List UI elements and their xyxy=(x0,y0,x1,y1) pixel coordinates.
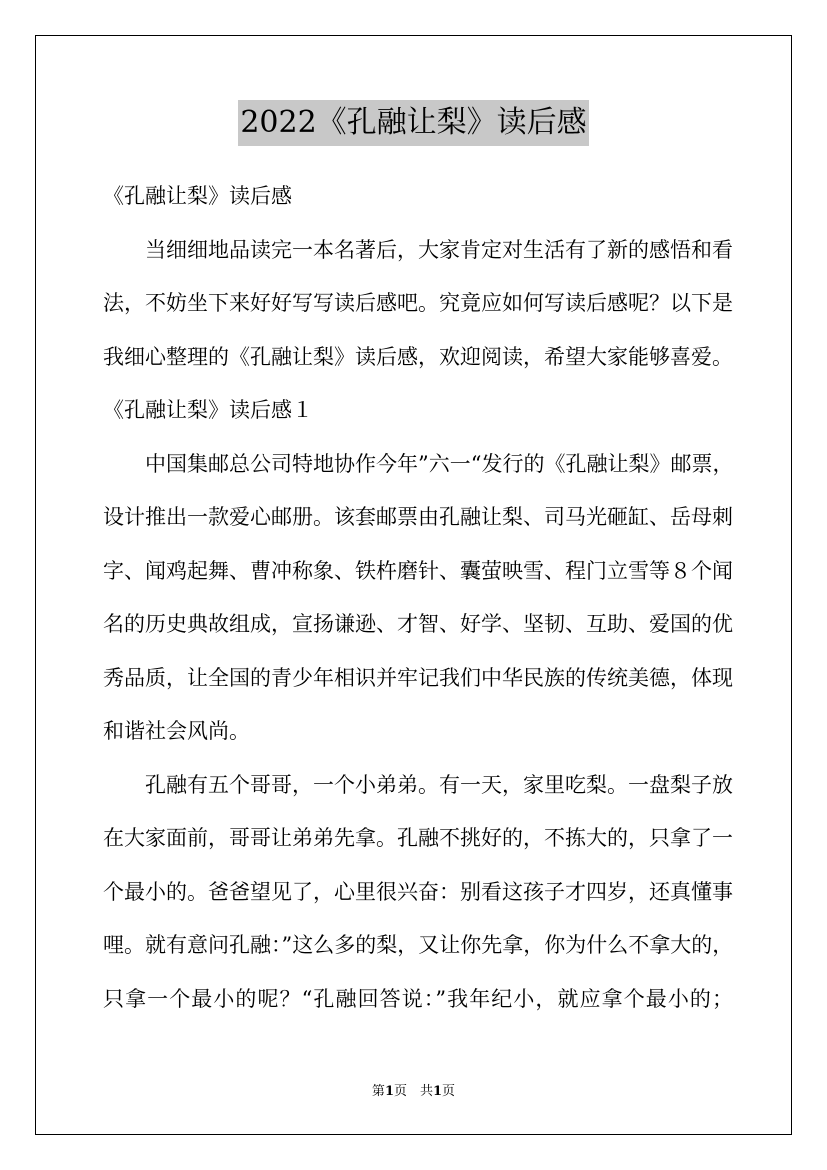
footer-page-number: 1 xyxy=(384,1084,394,1099)
paragraph-1-line: 设计推出一款爱心邮册。该套邮票由孔融让梨、司马光砸缸、岳母刺 xyxy=(103,505,733,529)
footer-middle: 页 共 xyxy=(393,1084,433,1099)
document-title: 2022《孔融让梨》读后感 xyxy=(238,100,588,146)
footer-total-pages: 1 xyxy=(433,1084,443,1099)
page-footer xyxy=(0,1083,827,1101)
paragraph-1-line: 名的历史典故组成，宣扬谦逊、才智、好学、坚韧、互助、爱国的优 xyxy=(103,612,733,636)
paragraph-2-line: 只拿一个最小的呢？“孔融回答说：”我年纪小，就应拿个最小的； xyxy=(103,986,733,1011)
paragraph-1-line: 字、闻鸡起舞、曹冲称象、铁杵磨针、囊萤映雪、程门立雪等８个闻 xyxy=(103,558,733,583)
paragraph-2-line: 孔融有五个哥哥，一个小弟弟。有一天，家里吃梨。一盘梨子放 xyxy=(145,772,733,797)
intro-line: 我细心整理的《孔融让梨》读后感，欢迎阅读，希望大家能够喜爱。 xyxy=(103,344,733,369)
paragraph-1-line: 秀品质，让全国的青少年相识并牢记我们中华民族的传统美德，体现 xyxy=(103,665,733,690)
heading-2: 《孔融让梨》读后感１ xyxy=(103,398,313,422)
intro-line: 法，不妨坐下来好好写写读后感吧。究竟应如何写读后感呢？以下是 xyxy=(103,291,733,315)
heading-1: 《孔融让梨》读后感 xyxy=(103,184,292,208)
paragraph-2-line: 在大家面前，哥哥让弟弟先拿。孔融不挑好的，不拣大的，只拿了一 xyxy=(103,826,733,850)
paragraph-1-line: 和谐社会风尚。 xyxy=(103,719,250,743)
document-body xyxy=(103,170,733,1026)
paragraph-2-line: 个最小的。爸爸望见了，心里很兴奋：别看这孩子才四岁，还真懂事 xyxy=(103,879,733,904)
title-wrap xyxy=(0,100,827,146)
footer-suffix: 页 xyxy=(442,1084,456,1099)
intro-line: 当细细地品读完一本名著后，大家肯定对生活有了新的感悟和看 xyxy=(145,237,733,262)
paragraph-2-line: 哩。就有意问孔融：”这么多的梨，又让你先拿，你为什么不拿大的， xyxy=(103,933,734,957)
paragraph-1-line: 中国集邮总公司特地协作今年”六一“发行的《孔融让梨》邮票， xyxy=(145,451,734,476)
footer-prefix: 第 xyxy=(371,1084,385,1099)
